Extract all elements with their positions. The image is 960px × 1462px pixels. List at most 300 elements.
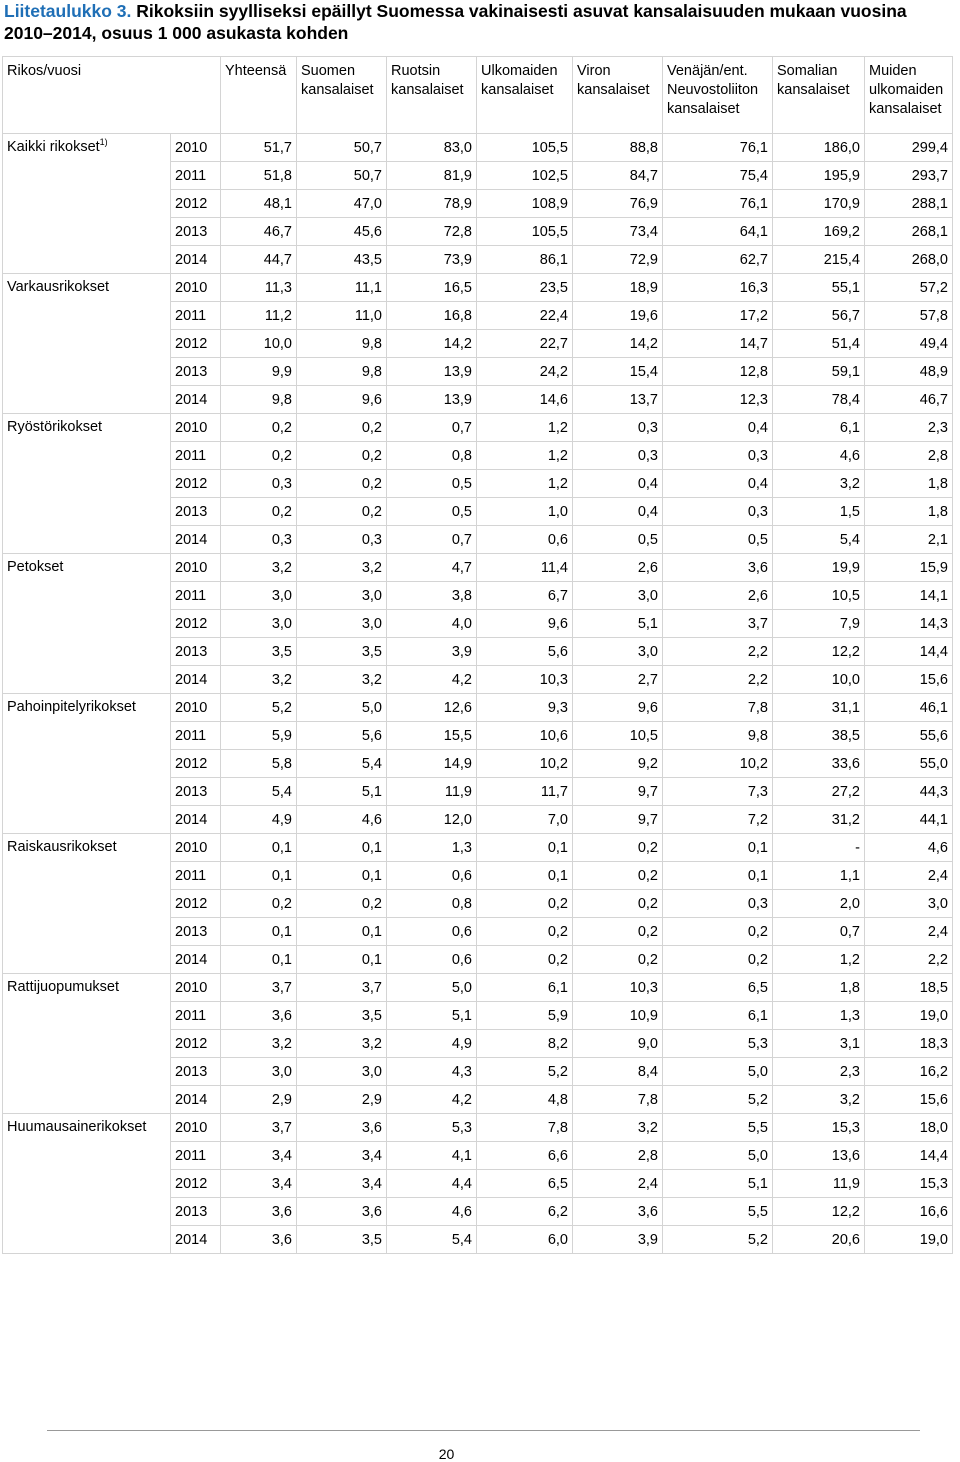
header-viron: Viron kansalaiset: [573, 57, 663, 134]
value-cell: 11,0: [297, 302, 387, 330]
value-cell: 3,8: [387, 582, 477, 610]
value-cell: 0,1: [297, 918, 387, 946]
value-cell: 14,9: [387, 750, 477, 778]
year-cell: 2011: [171, 722, 221, 750]
value-cell: 0,7: [387, 414, 477, 442]
table-header-row: [3, 57, 953, 134]
value-cell: 195,9: [773, 162, 865, 190]
value-cell: 105,5: [477, 134, 573, 162]
year-cell: 2010: [171, 274, 221, 302]
value-cell: 10,5: [573, 722, 663, 750]
value-cell: 1,0: [477, 498, 573, 526]
value-cell: 3,0: [221, 582, 297, 610]
value-cell: 19,9: [773, 554, 865, 582]
value-cell: 12,3: [663, 386, 773, 414]
value-cell: 3,7: [297, 974, 387, 1002]
value-cell: 4,6: [297, 806, 387, 834]
value-cell: 1,3: [773, 1002, 865, 1030]
year-cell: 2014: [171, 386, 221, 414]
value-cell: 2,9: [221, 1086, 297, 1114]
value-cell: 10,6: [477, 722, 573, 750]
value-cell: 0,5: [573, 526, 663, 554]
value-cell: 0,8: [387, 890, 477, 918]
value-cell: 14,7: [663, 330, 773, 358]
value-cell: 14,4: [865, 638, 953, 666]
value-cell: 19,0: [865, 1226, 953, 1254]
table-row: [3, 974, 953, 1002]
value-cell: 5,8: [221, 750, 297, 778]
value-cell: 0,2: [573, 918, 663, 946]
value-cell: 0,2: [663, 918, 773, 946]
value-cell: 2,4: [865, 918, 953, 946]
year-cell: 2013: [171, 1058, 221, 1086]
value-cell: 0,2: [297, 414, 387, 442]
value-cell: 268,1: [865, 218, 953, 246]
value-cell: 5,0: [663, 1142, 773, 1170]
value-cell: 22,4: [477, 302, 573, 330]
value-cell: 0,1: [297, 946, 387, 974]
value-cell: 9,7: [573, 806, 663, 834]
year-cell: 2013: [171, 918, 221, 946]
header-ulkomaiden: Ulkomaiden kansalaiset: [477, 57, 573, 134]
footnote-marker: 1): [99, 137, 108, 148]
value-cell: 3,4: [297, 1170, 387, 1198]
value-cell: -: [773, 834, 865, 862]
value-cell: 9,8: [221, 386, 297, 414]
crime-category: [3, 1114, 171, 1254]
header-ruotsin: Ruotsin kansalaiset: [387, 57, 477, 134]
year-cell: 2014: [171, 946, 221, 974]
value-cell: 0,6: [387, 862, 477, 890]
year-cell: 2013: [171, 358, 221, 386]
value-cell: 9,9: [221, 358, 297, 386]
value-cell: 7,9: [773, 610, 865, 638]
value-cell: 0,1: [297, 834, 387, 862]
crime-category: [3, 694, 171, 834]
value-cell: 186,0: [773, 134, 865, 162]
value-cell: 50,7: [297, 134, 387, 162]
value-cell: 6,6: [477, 1142, 573, 1170]
value-cell: 20,6: [773, 1226, 865, 1254]
table-row: [3, 274, 953, 302]
year-cell: 2010: [171, 694, 221, 722]
value-cell: 76,1: [663, 134, 773, 162]
year-cell: 2014: [171, 1086, 221, 1114]
value-cell: 3,6: [297, 1114, 387, 1142]
value-cell: 5,1: [573, 610, 663, 638]
year-cell: 2010: [171, 134, 221, 162]
value-cell: 78,4: [773, 386, 865, 414]
year-cell: 2014: [171, 246, 221, 274]
header-suomen: Suomen kansalaiset: [297, 57, 387, 134]
value-cell: 17,2: [663, 302, 773, 330]
value-cell: 5,6: [477, 638, 573, 666]
value-cell: 1,2: [477, 442, 573, 470]
value-cell: 2,4: [573, 1170, 663, 1198]
value-cell: 2,3: [773, 1058, 865, 1086]
value-cell: 55,0: [865, 750, 953, 778]
value-cell: 0,1: [221, 862, 297, 890]
value-cell: 4,4: [387, 1170, 477, 1198]
value-cell: 3,9: [387, 638, 477, 666]
crime-category: [3, 834, 171, 974]
value-cell: 3,4: [221, 1142, 297, 1170]
value-cell: 3,0: [573, 638, 663, 666]
year-cell: 2010: [171, 1114, 221, 1142]
value-cell: 16,3: [663, 274, 773, 302]
value-cell: 0,2: [297, 498, 387, 526]
value-cell: 1,1: [773, 862, 865, 890]
value-cell: 1,8: [865, 498, 953, 526]
value-cell: 9,6: [297, 386, 387, 414]
value-cell: 3,2: [221, 666, 297, 694]
year-cell: 2013: [171, 778, 221, 806]
value-cell: 3,9: [573, 1226, 663, 1254]
value-cell: 2,2: [663, 638, 773, 666]
value-cell: 18,9: [573, 274, 663, 302]
value-cell: 10,3: [573, 974, 663, 1002]
value-cell: 4,2: [387, 1086, 477, 1114]
header-muiden: Muiden ulkomaiden kansalaiset: [865, 57, 953, 134]
value-cell: 3,2: [573, 1114, 663, 1142]
value-cell: 64,1: [663, 218, 773, 246]
value-cell: 2,7: [573, 666, 663, 694]
value-cell: 5,9: [477, 1002, 573, 1030]
value-cell: 4,9: [387, 1030, 477, 1058]
value-cell: 3,6: [297, 1198, 387, 1226]
value-cell: 11,9: [773, 1170, 865, 1198]
value-cell: 14,4: [865, 1142, 953, 1170]
value-cell: 0,2: [221, 890, 297, 918]
crime-label: Varkausrikokset: [7, 279, 110, 295]
value-cell: 46,7: [221, 218, 297, 246]
value-cell: 3,7: [663, 610, 773, 638]
value-cell: 0,2: [573, 862, 663, 890]
value-cell: 18,5: [865, 974, 953, 1002]
value-cell: 49,4: [865, 330, 953, 358]
value-cell: 16,6: [865, 1198, 953, 1226]
title-text: Rikoksiin syylliseksi epäillyt Suomessa vakinaisesti asuvat kansalaisuuden mukaan vuosina 2010–2014, osuus 1 000 asukasta kohden: [4, 1, 907, 43]
value-cell: 5,1: [663, 1170, 773, 1198]
value-cell: 13,9: [387, 386, 477, 414]
value-cell: 0,1: [297, 862, 387, 890]
year-cell: 2011: [171, 162, 221, 190]
value-cell: 3,2: [297, 1030, 387, 1058]
value-cell: 48,1: [221, 190, 297, 218]
year-cell: 2014: [171, 1226, 221, 1254]
value-cell: 27,2: [773, 778, 865, 806]
year-cell: 2014: [171, 526, 221, 554]
value-cell: 3,4: [221, 1170, 297, 1198]
value-cell: 44,1: [865, 806, 953, 834]
value-cell: 76,1: [663, 190, 773, 218]
crime-category: [3, 134, 171, 274]
value-cell: 0,1: [221, 834, 297, 862]
value-cell: 15,3: [865, 1170, 953, 1198]
value-cell: 73,4: [573, 218, 663, 246]
value-cell: 57,8: [865, 302, 953, 330]
value-cell: 5,4: [773, 526, 865, 554]
value-cell: 3,6: [221, 1002, 297, 1030]
value-cell: 9,2: [573, 750, 663, 778]
value-cell: 16,8: [387, 302, 477, 330]
year-cell: 2012: [171, 750, 221, 778]
value-cell: 7,8: [663, 694, 773, 722]
value-cell: 2,8: [573, 1142, 663, 1170]
value-cell: 51,7: [221, 134, 297, 162]
value-cell: 1,3: [387, 834, 477, 862]
value-cell: 0,2: [477, 890, 573, 918]
value-cell: 0,2: [477, 946, 573, 974]
value-cell: 3,7: [221, 1114, 297, 1142]
value-cell: 7,0: [477, 806, 573, 834]
value-cell: 5,6: [297, 722, 387, 750]
value-cell: 4,6: [387, 1198, 477, 1226]
value-cell: 3,2: [773, 1086, 865, 1114]
crime-label: Ryöstörikokset: [7, 419, 103, 435]
header-rikos-vuosi: Rikos/vuosi: [3, 57, 221, 134]
value-cell: 14,1: [865, 582, 953, 610]
value-cell: 2,8: [865, 442, 953, 470]
value-cell: 2,0: [773, 890, 865, 918]
value-cell: 43,5: [297, 246, 387, 274]
value-cell: 18,0: [865, 1114, 953, 1142]
value-cell: 0,3: [663, 890, 773, 918]
value-cell: 2,2: [663, 666, 773, 694]
data-table: [2, 56, 953, 1254]
value-cell: 4,1: [387, 1142, 477, 1170]
value-cell: 9,8: [297, 330, 387, 358]
value-cell: 31,1: [773, 694, 865, 722]
value-cell: 15,5: [387, 722, 477, 750]
value-cell: 0,2: [297, 890, 387, 918]
value-cell: 23,5: [477, 274, 573, 302]
value-cell: 4,8: [477, 1086, 573, 1114]
value-cell: 8,2: [477, 1030, 573, 1058]
table-row: [3, 1114, 953, 1142]
value-cell: 1,8: [773, 974, 865, 1002]
crime-label: Pahoinpitelyrikokset: [7, 699, 136, 715]
year-cell: 2012: [171, 470, 221, 498]
value-cell: 15,6: [865, 1086, 953, 1114]
year-cell: 2010: [171, 554, 221, 582]
value-cell: 0,2: [221, 442, 297, 470]
value-cell: 9,6: [573, 694, 663, 722]
value-cell: 0,6: [477, 526, 573, 554]
value-cell: 12,6: [387, 694, 477, 722]
value-cell: 0,7: [773, 918, 865, 946]
value-cell: 44,3: [865, 778, 953, 806]
year-cell: 2011: [171, 862, 221, 890]
value-cell: 6,1: [773, 414, 865, 442]
crime-category: [3, 974, 171, 1114]
crime-category: [3, 554, 171, 694]
table-row: [3, 414, 953, 442]
table-row: [3, 694, 953, 722]
value-cell: 0,2: [573, 946, 663, 974]
value-cell: 4,6: [773, 442, 865, 470]
year-cell: 2013: [171, 218, 221, 246]
value-cell: 0,1: [663, 862, 773, 890]
value-cell: 59,1: [773, 358, 865, 386]
value-cell: 0,3: [573, 442, 663, 470]
value-cell: 5,4: [387, 1226, 477, 1254]
value-cell: 38,5: [773, 722, 865, 750]
value-cell: 0,3: [573, 414, 663, 442]
value-cell: 6,1: [663, 1002, 773, 1030]
value-cell: 7,2: [663, 806, 773, 834]
value-cell: 2,4: [865, 862, 953, 890]
value-cell: 12,8: [663, 358, 773, 386]
value-cell: 2,3: [865, 414, 953, 442]
header-venajan: Venäjän/ent. Neuvostoliiton kansalaiset: [663, 57, 773, 134]
value-cell: 31,2: [773, 806, 865, 834]
value-cell: 10,2: [663, 750, 773, 778]
value-cell: 18,3: [865, 1030, 953, 1058]
value-cell: 84,7: [573, 162, 663, 190]
value-cell: 14,2: [573, 330, 663, 358]
value-cell: 3,0: [221, 610, 297, 638]
value-cell: 5,2: [663, 1226, 773, 1254]
value-cell: 78,9: [387, 190, 477, 218]
value-cell: 3,5: [221, 638, 297, 666]
value-cell: 3,0: [865, 890, 953, 918]
table-row: [3, 834, 953, 862]
value-cell: 3,2: [221, 1030, 297, 1058]
value-cell: 10,5: [773, 582, 865, 610]
value-cell: 10,0: [773, 666, 865, 694]
year-cell: 2014: [171, 666, 221, 694]
value-cell: 3,2: [297, 554, 387, 582]
year-cell: 2010: [171, 414, 221, 442]
value-cell: 7,8: [573, 1086, 663, 1114]
value-cell: 5,4: [297, 750, 387, 778]
value-cell: 9,7: [573, 778, 663, 806]
crime-label: Kaikki rikokset: [7, 139, 100, 155]
value-cell: 0,7: [387, 526, 477, 554]
value-cell: 3,2: [773, 470, 865, 498]
value-cell: 46,7: [865, 386, 953, 414]
value-cell: 55,6: [865, 722, 953, 750]
value-cell: 13,6: [773, 1142, 865, 1170]
value-cell: 0,2: [221, 414, 297, 442]
value-cell: 15,9: [865, 554, 953, 582]
value-cell: 0,5: [663, 526, 773, 554]
value-cell: 83,0: [387, 134, 477, 162]
value-cell: 10,9: [573, 1002, 663, 1030]
year-cell: 2011: [171, 302, 221, 330]
value-cell: 1,5: [773, 498, 865, 526]
value-cell: 15,4: [573, 358, 663, 386]
crime-label: Petokset: [7, 559, 64, 575]
value-cell: 3,0: [573, 582, 663, 610]
value-cell: 0,3: [221, 470, 297, 498]
value-cell: 4,6: [865, 834, 953, 862]
year-cell: 2014: [171, 806, 221, 834]
value-cell: 5,3: [387, 1114, 477, 1142]
value-cell: 5,0: [663, 1058, 773, 1086]
year-cell: 2011: [171, 442, 221, 470]
value-cell: 5,3: [663, 1030, 773, 1058]
value-cell: 3,5: [297, 638, 387, 666]
value-cell: 11,3: [221, 274, 297, 302]
value-cell: 0,4: [663, 470, 773, 498]
value-cell: 24,2: [477, 358, 573, 386]
value-cell: 3,0: [297, 610, 387, 638]
year-cell: 2012: [171, 1030, 221, 1058]
value-cell: 4,9: [221, 806, 297, 834]
value-cell: 0,6: [387, 918, 477, 946]
value-cell: 3,5: [297, 1226, 387, 1254]
table-row: [3, 554, 953, 582]
value-cell: 13,7: [573, 386, 663, 414]
value-cell: 11,7: [477, 778, 573, 806]
value-cell: 9,3: [477, 694, 573, 722]
value-cell: 0,4: [573, 470, 663, 498]
value-cell: 2,9: [297, 1086, 387, 1114]
value-cell: 170,9: [773, 190, 865, 218]
value-cell: 11,4: [477, 554, 573, 582]
value-cell: 5,9: [221, 722, 297, 750]
value-cell: 268,0: [865, 246, 953, 274]
value-cell: 215,4: [773, 246, 865, 274]
value-cell: 108,9: [477, 190, 573, 218]
value-cell: 57,2: [865, 274, 953, 302]
crime-category: [3, 274, 171, 414]
value-cell: 4,0: [387, 610, 477, 638]
year-cell: 2013: [171, 498, 221, 526]
value-cell: 0,8: [387, 442, 477, 470]
value-cell: 6,5: [663, 974, 773, 1002]
value-cell: 10,2: [477, 750, 573, 778]
crime-label: Rattijuopumukset: [7, 979, 120, 995]
value-cell: 55,1: [773, 274, 865, 302]
value-cell: 0,3: [221, 526, 297, 554]
value-cell: 0,4: [573, 498, 663, 526]
crime-label: Raiskausrikokset: [7, 839, 117, 855]
value-cell: 1,2: [477, 414, 573, 442]
value-cell: 0,1: [477, 834, 573, 862]
header-yhteensa: Yhteensä: [221, 57, 297, 134]
value-cell: 3,6: [221, 1226, 297, 1254]
value-cell: 9,6: [477, 610, 573, 638]
value-cell: 7,3: [663, 778, 773, 806]
crime-label: Huumausainerikokset: [7, 1119, 147, 1135]
value-cell: 56,7: [773, 302, 865, 330]
value-cell: 0,1: [221, 918, 297, 946]
value-cell: 5,5: [663, 1114, 773, 1142]
value-cell: 5,5: [663, 1198, 773, 1226]
value-cell: 0,2: [573, 834, 663, 862]
year-cell: 2012: [171, 1170, 221, 1198]
value-cell: 0,5: [387, 498, 477, 526]
value-cell: 51,8: [221, 162, 297, 190]
footer-divider: [47, 1430, 920, 1431]
value-cell: 50,7: [297, 162, 387, 190]
value-cell: 5,4: [221, 778, 297, 806]
value-cell: 3,7: [221, 974, 297, 1002]
value-cell: 86,1: [477, 246, 573, 274]
value-cell: 3,6: [573, 1198, 663, 1226]
value-cell: 9,8: [297, 358, 387, 386]
value-cell: 102,5: [477, 162, 573, 190]
value-cell: 15,6: [865, 666, 953, 694]
value-cell: 0,1: [477, 862, 573, 890]
value-cell: 3,2: [221, 554, 297, 582]
value-cell: 4,3: [387, 1058, 477, 1086]
value-cell: 3,0: [297, 1058, 387, 1086]
value-cell: 14,2: [387, 330, 477, 358]
